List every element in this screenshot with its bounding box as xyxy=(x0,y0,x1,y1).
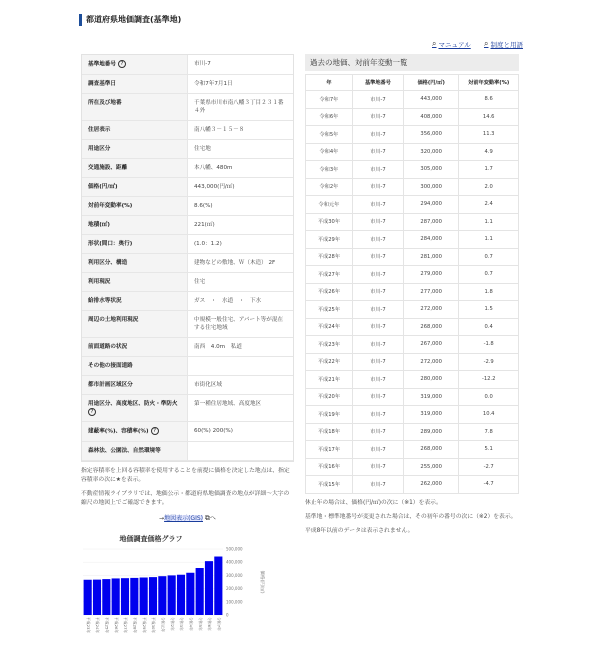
detail-row xyxy=(82,94,293,121)
table-cell: 平成19年 xyxy=(306,406,353,424)
detail-value: 住宅地 xyxy=(194,145,211,152)
detail-value: 60(%) 200(%) xyxy=(194,428,233,434)
table-cell: 268,000 xyxy=(403,441,458,459)
table-cell: 市川-7 xyxy=(352,458,403,476)
detail-label-text: 形状(間口：奥行) xyxy=(88,240,133,247)
table-row xyxy=(306,231,519,249)
table-row xyxy=(306,371,519,389)
manual-link[interactable] xyxy=(432,39,471,49)
y-axis-label: 価格(円/㎡) xyxy=(259,569,264,594)
table-cell: 5.1 xyxy=(459,441,519,459)
bar xyxy=(158,576,166,615)
table-cell: -4.7 xyxy=(459,476,519,494)
detail-label xyxy=(82,376,188,394)
column-header: 価格(円/㎡) xyxy=(403,75,458,91)
x-tick-label: 令和7年 xyxy=(216,616,222,631)
detail-label-text: 地積(㎡) xyxy=(88,221,110,228)
detail-label xyxy=(82,197,188,215)
detail-value: 南西 4.0m 私道 xyxy=(194,343,242,350)
x-tick-label: 令和5年 xyxy=(197,616,203,631)
bar xyxy=(205,561,213,615)
detail-value: 本八幡、480m xyxy=(194,164,233,171)
x-tick-label: 平成27年 xyxy=(123,616,129,633)
x-tick-label: 平成23年 xyxy=(85,616,91,633)
gis-link-row xyxy=(81,514,294,523)
bar xyxy=(112,578,120,615)
detail-label xyxy=(82,235,188,253)
detail-row xyxy=(82,55,293,75)
table-row xyxy=(306,178,519,196)
table-cell: 平成15年 xyxy=(306,476,353,494)
x-tick-label: 平成26年 xyxy=(113,616,119,633)
table-cell: 267,000 xyxy=(403,336,458,354)
bar xyxy=(177,574,185,614)
detail-row xyxy=(82,216,293,235)
detail-label xyxy=(82,357,188,375)
table-cell: 2.0 xyxy=(459,178,519,196)
y-tick-label: 300,000 xyxy=(226,572,243,578)
table-cell: 0.7 xyxy=(459,266,519,284)
detail-label-text: 都市計画区域区分 xyxy=(88,381,133,388)
detail-label xyxy=(82,442,188,460)
detail-label xyxy=(82,94,188,120)
x-tick-label: 令和6年 xyxy=(207,616,213,631)
detail-table xyxy=(81,54,294,462)
table-cell: 市川-7 xyxy=(352,476,403,494)
table-cell: 市川-7 xyxy=(352,178,403,196)
search-icon: ⌕ xyxy=(484,39,489,48)
detail-value xyxy=(188,442,293,460)
table-row xyxy=(306,406,519,424)
detail-label xyxy=(82,55,188,74)
table-row xyxy=(306,126,519,144)
table-row xyxy=(306,476,519,494)
table-cell: 7.8 xyxy=(459,423,519,441)
table-cell: 令和6年 xyxy=(306,108,353,126)
history-title: 過去の地価、対前年変動一覧 xyxy=(305,54,519,71)
table-cell: 市川-7 xyxy=(352,213,403,231)
bar xyxy=(168,575,176,615)
table-cell: 令和2年 xyxy=(306,178,353,196)
table-cell: 262,000 xyxy=(403,476,458,494)
table-cell: 14.6 xyxy=(459,108,519,126)
table-cell: 305,000 xyxy=(403,161,458,179)
table-cell: 1.8 xyxy=(459,283,519,301)
table-row xyxy=(306,266,519,284)
detail-label xyxy=(82,273,188,291)
table-cell: 市川-7 xyxy=(352,126,403,144)
detail-value: 8.6(%) xyxy=(194,202,213,209)
table-row xyxy=(306,213,519,231)
detail-value: 建物などの敷地、Ｗ（木造） 2F xyxy=(194,259,276,266)
y-tick-label: 200,000 xyxy=(226,585,243,591)
detail-label xyxy=(82,254,188,272)
history-table xyxy=(305,74,519,494)
bar xyxy=(186,572,194,614)
table-row xyxy=(306,91,519,109)
detail-label-text: 前面道路の状況 xyxy=(88,343,128,350)
table-row xyxy=(306,301,519,319)
detail-label-text: 交通施設、距離 xyxy=(88,164,128,171)
x-tick-label: 平成24年 xyxy=(95,616,101,633)
detail-value: 令和7年7月1日 xyxy=(194,80,233,87)
detail-label-text: 周辺の土地利用現況 xyxy=(88,316,139,323)
detail-label-text: 利用現況 xyxy=(88,278,111,285)
detail-value: 443,000(円/㎡) xyxy=(194,183,235,190)
arrow: → xyxy=(159,514,165,522)
table-cell: 1.5 xyxy=(459,301,519,319)
y-tick-label: 0 xyxy=(226,612,229,617)
detail-label xyxy=(82,216,188,234)
detail-value: (1.0：1.2) xyxy=(194,240,222,247)
table-row xyxy=(306,441,519,459)
table-cell: 市川-7 xyxy=(352,336,403,354)
bar xyxy=(130,577,138,614)
table-cell: 市川-7 xyxy=(352,301,403,319)
column-header: 対前年変動率(%) xyxy=(459,75,519,91)
x-tick-label: 平成29年 xyxy=(141,616,147,633)
table-cell: 320,000 xyxy=(403,143,458,161)
bar xyxy=(84,579,92,614)
table-cell: -2.7 xyxy=(459,458,519,476)
detail-label-text: 給排水等状況 xyxy=(88,297,122,304)
bar xyxy=(140,577,148,614)
detail-label xyxy=(82,75,188,93)
help-icon[interactable]: ? xyxy=(118,60,126,68)
detail-row xyxy=(82,75,293,94)
table-cell: -12.2 xyxy=(459,371,519,389)
bar xyxy=(196,568,204,615)
detail-row xyxy=(82,376,293,395)
table-cell: 10.4 xyxy=(459,406,519,424)
page-title: 都道府県地価調査(基準地) xyxy=(79,14,181,26)
y-tick-label: 400,000 xyxy=(226,559,243,565)
table-cell: 市川-7 xyxy=(352,423,403,441)
detail-row xyxy=(82,254,293,273)
detail-label xyxy=(82,292,188,310)
table-cell: 277,000 xyxy=(403,283,458,301)
detail-row xyxy=(82,197,293,216)
table-row xyxy=(306,458,519,476)
table-cell: 平成26年 xyxy=(306,283,353,301)
x-tick-label: 平成25年 xyxy=(104,616,110,633)
table-cell: 平成24年 xyxy=(306,318,353,336)
table-cell: 令和7年 xyxy=(306,91,353,109)
detail-row xyxy=(82,273,293,292)
table-cell: -2.9 xyxy=(459,353,519,371)
table-cell: 1.1 xyxy=(459,213,519,231)
table-cell: 294,000 xyxy=(403,196,458,214)
table-cell: 319,000 xyxy=(403,406,458,424)
table-cell: 令和元年 xyxy=(306,196,353,214)
detail-label-text: 調査基準日 xyxy=(88,80,116,87)
detail-value: 第一種住居地域、高度地区 xyxy=(194,400,262,407)
table-cell: 市川-7 xyxy=(352,388,403,406)
detail-label xyxy=(82,395,188,422)
detail-row xyxy=(82,395,293,423)
table-cell: 市川-7 xyxy=(352,441,403,459)
detail-label xyxy=(82,311,188,337)
bar xyxy=(121,578,129,615)
table-cell: 0.4 xyxy=(459,318,519,336)
table-cell: 市川-7 xyxy=(352,91,403,109)
table-cell: 平成30年 xyxy=(306,213,353,231)
table-cell: 令和4年 xyxy=(306,143,353,161)
detail-row xyxy=(82,338,293,357)
table-cell: 0.7 xyxy=(459,248,519,266)
terms-link-label[interactable]: 制度と用語 xyxy=(490,40,523,49)
table-cell: 11.3 xyxy=(459,126,519,144)
table-cell: 1.1 xyxy=(459,231,519,249)
table-cell: 280,000 xyxy=(403,371,458,389)
table-cell: 平成25年 xyxy=(306,301,353,319)
table-row xyxy=(306,161,519,179)
column-header: 基準地番号 xyxy=(352,75,403,91)
x-tick-label: 令和2年 xyxy=(169,616,175,631)
gis-suffix: へ xyxy=(209,514,216,522)
table-row xyxy=(306,388,519,406)
detail-label-text: 森林法、公園法、自然環境等 xyxy=(88,447,161,454)
detail-value xyxy=(188,357,293,375)
detail-row xyxy=(82,235,293,254)
table-cell: 市川-7 xyxy=(352,108,403,126)
table-cell: 平成28年 xyxy=(306,248,353,266)
table-row xyxy=(306,196,519,214)
table-cell: 平成16年 xyxy=(306,458,353,476)
detail-value: ガス ・ 水道 ・ 下水 xyxy=(194,297,262,304)
table-cell: 平成17年 xyxy=(306,441,353,459)
detail-row xyxy=(82,442,293,461)
detail-label-text: 住居表示 xyxy=(88,126,111,133)
table-cell: 平成29年 xyxy=(306,231,353,249)
table-cell: 443,000 xyxy=(403,91,458,109)
table-cell: 市川-7 xyxy=(352,283,403,301)
help-icon[interactable]: ? xyxy=(151,427,159,435)
detail-label xyxy=(82,178,188,196)
x-tick-label: 令和元年 xyxy=(160,616,166,632)
right-column xyxy=(305,54,519,536)
note-data-range: 平成8年以前のデータは表示されません。 xyxy=(305,527,414,534)
x-tick-label: 平成30年 xyxy=(151,616,157,633)
table-cell: 市川-7 xyxy=(352,353,403,371)
detail-value: 市川-7 xyxy=(194,61,211,67)
table-cell: -1.8 xyxy=(459,336,519,354)
detail-value: 南八幡３－１５－８ xyxy=(194,126,245,133)
detail-row xyxy=(82,121,293,140)
bar xyxy=(149,577,157,615)
note-floor-ratio: 指定容積率を上回る容積率を使用することを前提に価格を決定した地点は、指定容積率の次に★を表示。 xyxy=(81,467,290,483)
detail-label xyxy=(82,338,188,356)
x-tick-label: 令和3年 xyxy=(179,616,185,631)
table-cell: 市川-7 xyxy=(352,318,403,336)
y-tick-label: 500,000 xyxy=(226,546,243,551)
bar xyxy=(93,579,101,614)
help-icon[interactable]: ? xyxy=(88,408,96,416)
column-header: 年 xyxy=(306,75,353,91)
detail-row xyxy=(82,178,293,197)
detail-value: 千葉県市川市南八幡３丁目２３１番４外 xyxy=(194,99,284,114)
detail-row xyxy=(82,311,293,338)
table-row xyxy=(306,143,519,161)
table-cell: 令和3年 xyxy=(306,161,353,179)
chart-title: 地価調査価格グラフ xyxy=(119,534,183,543)
table-row xyxy=(306,353,519,371)
detail-label xyxy=(82,422,188,441)
detail-value: 住宅 xyxy=(194,278,206,285)
table-cell: 市川-7 xyxy=(352,406,403,424)
table-cell: 300,000 xyxy=(403,178,458,196)
table-cell: 408,000 xyxy=(403,108,458,126)
table-cell: 市川-7 xyxy=(352,266,403,284)
x-tick-label: 平成28年 xyxy=(132,616,138,633)
detail-label-text: 用途区分 xyxy=(88,145,111,152)
detail-label-text: 価格(円/㎡) xyxy=(88,183,118,190)
table-cell: 281,000 xyxy=(403,248,458,266)
search-icon: ⌕ xyxy=(432,39,437,48)
table-cell: 272,000 xyxy=(403,353,458,371)
table-cell: 令和5年 xyxy=(306,126,353,144)
table-cell: 平成20年 xyxy=(306,388,353,406)
bar xyxy=(214,556,222,614)
note-suspended: 休止年の場合は、価格(円/㎡)の次に（※1）を表示。 xyxy=(305,499,442,506)
y-tick-label: 100,000 xyxy=(226,598,243,604)
detail-label-text: 建蔽率(%)、容積率(%) xyxy=(88,428,149,435)
terms-link[interactable] xyxy=(484,39,523,49)
table-cell: 平成22年 xyxy=(306,353,353,371)
table-cell: 市川-7 xyxy=(352,143,403,161)
table-cell: 255,000 xyxy=(403,458,458,476)
bar xyxy=(102,579,110,615)
detail-row xyxy=(82,357,293,376)
detail-label-text: 所在及び地番 xyxy=(88,99,122,106)
note-number-change: 基準地・標準地番号が変更された場合は、その初年の番号の次に（※2）を表示。 xyxy=(305,513,517,520)
table-cell: 272,000 xyxy=(403,301,458,319)
table-row xyxy=(306,283,519,301)
table-cell: 268,000 xyxy=(403,318,458,336)
table-cell: 平成18年 xyxy=(306,423,353,441)
gis-map-link[interactable]: 地図表示(GIS) xyxy=(164,514,203,522)
history-notes xyxy=(305,499,519,536)
table-row xyxy=(306,318,519,336)
table-cell: 市川-7 xyxy=(352,231,403,249)
detail-row xyxy=(82,159,293,178)
price-chart xyxy=(81,529,281,645)
table-cell: 0.0 xyxy=(459,388,519,406)
detail-label xyxy=(82,121,188,139)
table-cell: 2.4 xyxy=(459,196,519,214)
table-cell: 284,000 xyxy=(403,231,458,249)
table-cell: 8.6 xyxy=(459,91,519,109)
table-row xyxy=(306,248,519,266)
detail-value: 市街化区域 xyxy=(194,381,222,388)
detail-row xyxy=(82,140,293,159)
table-cell: 279,000 xyxy=(403,266,458,284)
table-cell: 287,000 xyxy=(403,213,458,231)
detail-label-text: 対前年変動率(%) xyxy=(88,202,133,209)
table-row xyxy=(306,108,519,126)
table-cell: 1.7 xyxy=(459,161,519,179)
table-cell: 平成23年 xyxy=(306,336,353,354)
table-cell: 平成27年 xyxy=(306,266,353,284)
detail-value: 中規模一般住宅、アパート等が混在する住宅地域 xyxy=(194,316,284,331)
table-cell: 市川-7 xyxy=(352,196,403,214)
table-cell: 4.9 xyxy=(459,143,519,161)
x-tick-label: 令和4年 xyxy=(188,616,194,631)
table-cell: 市川-7 xyxy=(352,161,403,179)
table-cell: 平成21年 xyxy=(306,371,353,389)
table-cell: 356,000 xyxy=(403,126,458,144)
detail-label-text: 利用区分、構造 xyxy=(88,259,128,266)
detail-label-text: その他の接面道路 xyxy=(88,362,133,369)
table-cell: 289,000 xyxy=(403,423,458,441)
external-link-icon: ⧉ xyxy=(204,513,210,522)
manual-link-label[interactable]: マニュアル xyxy=(438,40,471,49)
table-row xyxy=(306,423,519,441)
note-library: 不動産情報ライブラリでは、地価公示・都道府県地価調査の地点が詳細～大字の縮尺の地図上でご確認できます。 xyxy=(81,490,290,506)
table-cell: 319,000 xyxy=(403,388,458,406)
table-cell: 市川-7 xyxy=(352,248,403,266)
detail-label xyxy=(82,159,188,177)
table-cell: 市川-7 xyxy=(352,371,403,389)
left-column xyxy=(81,54,294,645)
detail-label-text: 用途区分、高度地区、防火・準防火 xyxy=(88,400,178,407)
detail-label xyxy=(82,140,188,158)
detail-value: 221(㎡) xyxy=(194,221,215,228)
detail-label-text: 基準地番号 xyxy=(88,61,116,68)
detail-row xyxy=(82,422,293,442)
detail-row xyxy=(82,292,293,311)
table-row xyxy=(306,336,519,354)
